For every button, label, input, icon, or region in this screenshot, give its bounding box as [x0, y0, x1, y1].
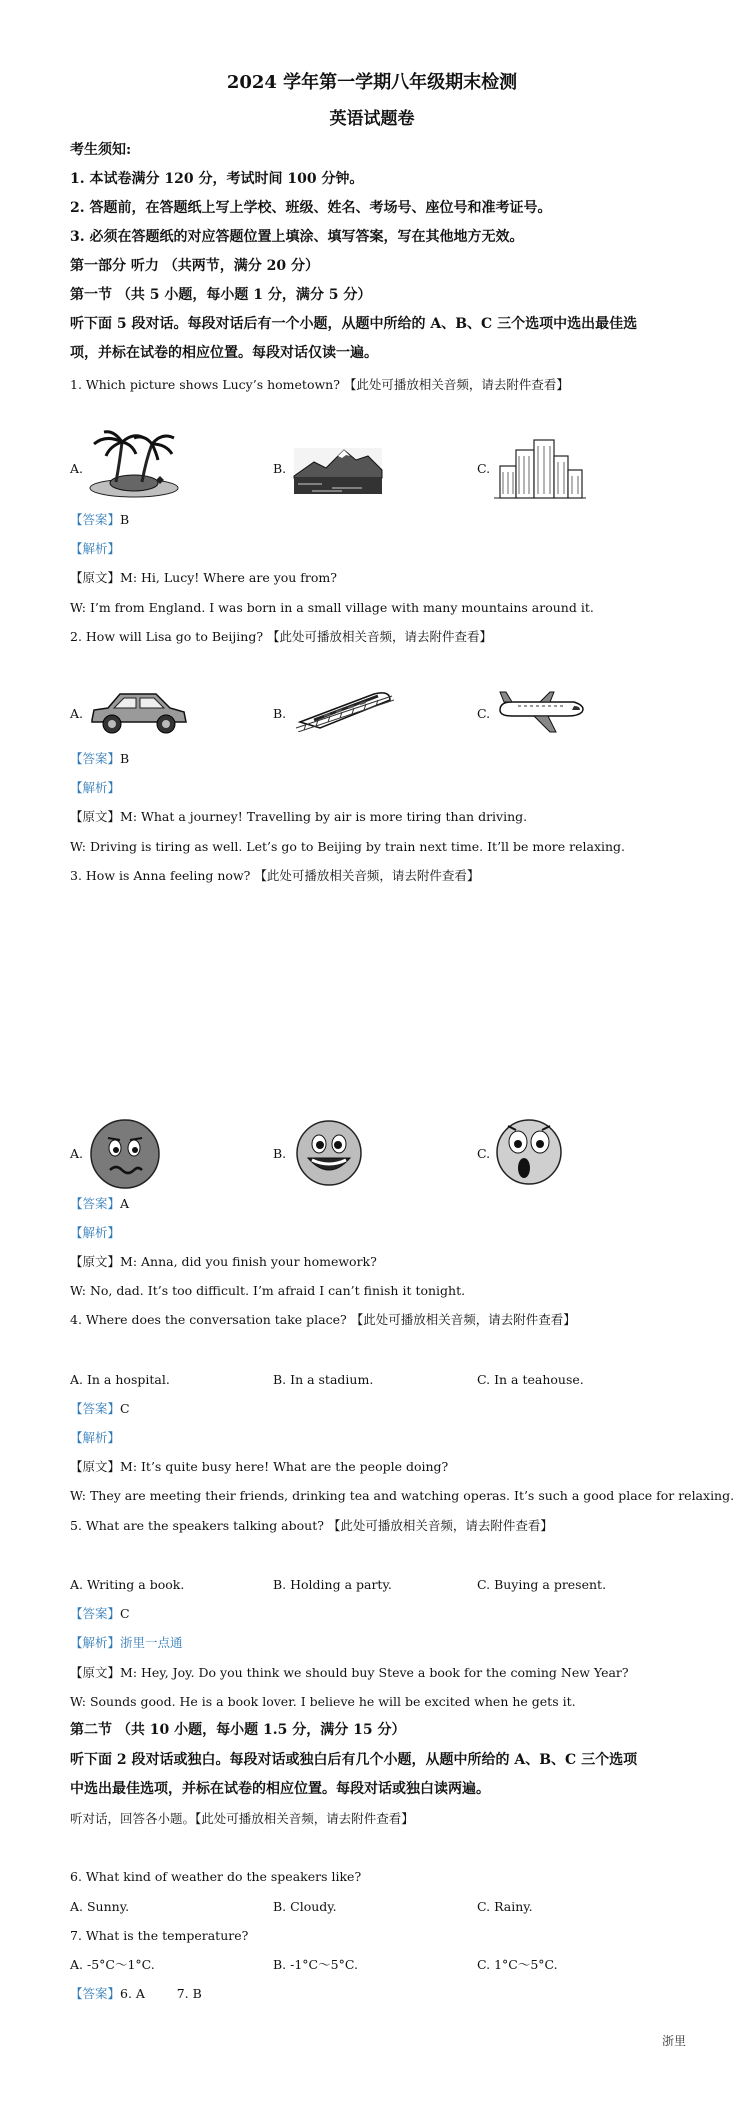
transcript-line: W: They are meeting their friends, drinking tea and watching operas. It’s such a good place for relaxing.	[70, 1488, 735, 1503]
transcript-line: 【原文】M: Hi, Lucy! Where are you from?	[70, 570, 337, 585]
mountain-lake-image	[292, 444, 384, 496]
transcript-line: W: Sounds good. He is a book lover. I believe he will be excited when he gets it.	[70, 1694, 576, 1709]
worried-face-image	[88, 1118, 162, 1190]
city-buildings-image	[494, 436, 586, 500]
notice-item: 1. 本试卷满分 120 分，考试时间 100 分钟。	[70, 171, 364, 187]
answer-label: 【答案】	[70, 512, 121, 527]
train-image	[294, 688, 394, 732]
section2-heading: 第二节 （共 10 小题，每小题 1.5 分，满分 15 分）	[70, 1722, 406, 1738]
original-label: 【原文】	[70, 1459, 121, 1474]
question-4: 4. Where does the conversation take place? 【此处可播放相关音频，请去附件查看】	[70, 1312, 576, 1327]
analysis-label: 【解析】	[70, 1225, 121, 1240]
option-a-label: A.	[70, 461, 84, 476]
happy-face-image	[294, 1118, 364, 1188]
section1-heading: 第一节 （共 5 小题，每小题 1 分，满分 5 分）	[70, 287, 372, 303]
option-b: B. Cloudy.	[273, 1899, 337, 1914]
exam-subtitle: 英语试题卷	[329, 109, 415, 129]
answer-row	[70, 1986, 202, 2002]
option-b: B. In a stadium.	[273, 1372, 374, 1387]
answer-row	[70, 1401, 130, 1417]
section2-instructions: 听下面 2 段对话或独白。每段对话或独白后有几个小题，从题中所给的 A、B、C 三个选项	[70, 1752, 638, 1768]
answer-row	[70, 751, 129, 767]
option-a-label: A.	[70, 1146, 84, 1161]
analysis-row	[70, 1430, 120, 1446]
option-b: B. Holding a party.	[273, 1577, 392, 1592]
airplane-image	[494, 688, 588, 736]
island-palm-image	[86, 430, 182, 500]
part1-heading: 第一部分 听力 （共两节，满分 20 分）	[70, 258, 319, 274]
option-a: A. In a hospital.	[70, 1372, 170, 1387]
analysis-row	[70, 1635, 183, 1651]
option-a: A. Writing a book.	[70, 1577, 185, 1592]
option-a: A. -5°C～1°C.	[70, 1957, 155, 1972]
option-c: C. 1°C～5°C.	[477, 1957, 558, 1972]
answer-label: 【答案】	[70, 1401, 121, 1416]
transcript-line: 【原文】M: Hey, Joy. Do you think we should buy Steve a book for the coming New Year?	[70, 1665, 629, 1680]
question-7: 7. What is the temperature?	[70, 1928, 249, 1943]
answer-value: 6. A 7. B	[120, 1986, 202, 2001]
answer-label: 【答案】	[70, 751, 121, 766]
answer-value: C	[120, 1606, 130, 1621]
answer-value: A	[120, 1196, 130, 1211]
answer-label: 【答案】	[70, 1196, 121, 1211]
analysis-row	[70, 541, 120, 557]
notice-item: 3. 必须在答题纸的对应答题位置上填涂、填写答案，写在其他地方无效。	[70, 229, 524, 245]
question-6: 6. What kind of weather do the speakers like?	[70, 1869, 362, 1884]
car-image	[86, 686, 190, 736]
section2-instructions: 中选出最佳选项，并标在试卷的相应位置。每段对话或独白读两遍。	[70, 1781, 490, 1797]
option-c: C. Rainy.	[477, 1899, 533, 1914]
listen-prompt: 听对话，回答各小题。【此处可播放相关音频，请去附件查看】	[70, 1811, 414, 1826]
answer-row	[70, 1196, 129, 1212]
notice-item: 2. 答题前，在答题纸上写上学校、班级、姓名、考场号、座位号和准考证号。	[70, 200, 552, 216]
transcript-line: 【原文】M: It’s quite busy here! What are the people doing?	[70, 1459, 449, 1474]
option-b-label: B.	[273, 706, 287, 721]
exam-title: 2024 学年第一学期八年级期末检测	[226, 72, 518, 93]
answer-label: 【答案】	[70, 1986, 121, 2001]
question-1: 1. Which picture shows Lucy’s hometown? 【此处可播放相关音频，请去附件查看】	[70, 377, 569, 392]
notice-heading: 考生须知:	[70, 142, 132, 158]
answer-value: B	[120, 751, 130, 766]
option-c: C. In a teahouse.	[477, 1372, 584, 1387]
answer-row	[70, 512, 129, 528]
original-label: 【原文】	[70, 1665, 121, 1680]
analysis-label: 【解析】	[70, 541, 121, 556]
original-label: 【原文】	[70, 1254, 121, 1269]
analysis-row	[70, 780, 120, 796]
analysis-extra: 浙里一点通	[120, 1635, 183, 1650]
surprised-face-image	[494, 1116, 564, 1188]
question-3: 3. How is Anna feeling now? 【此处可播放相关音频，请去附件查看】	[70, 868, 480, 883]
option-c: C. Buying a present.	[477, 1577, 607, 1592]
option-b-label: B.	[273, 461, 287, 476]
section1-instructions: 听下面 5 段对话。每段对话后有一个小题，从题中所给的 A、B、C 三个选项中选出最佳选	[70, 316, 638, 332]
analysis-row	[70, 1225, 120, 1241]
transcript-line: W: Driving is tiring as well. Let’s go to Beijing by train next time. It’ll be more relaxing.	[70, 839, 626, 854]
original-label: 【原文】	[70, 570, 121, 585]
answer-value: B	[120, 512, 130, 527]
analysis-label: 【解析】	[70, 780, 121, 795]
option-c-label: C.	[477, 461, 491, 476]
analysis-label: 【解析】	[70, 1430, 121, 1445]
answer-label: 【答案】	[70, 1606, 121, 1621]
option-b: B. -1°C～5°C.	[273, 1957, 358, 1972]
option-a: A. Sunny.	[70, 1899, 130, 1914]
transcript-line: 【原文】M: What a journey! Travelling by air is more tiring than driving.	[70, 809, 528, 824]
question-2: 2. How will Lisa go to Beijing? 【此处可播放相关音频，请去附件查看】	[70, 629, 493, 644]
answer-value: C	[120, 1401, 130, 1416]
option-b-label: B.	[273, 1146, 287, 1161]
original-label: 【原文】	[70, 809, 121, 824]
transcript-line: W: No, dad. It’s too difficult. I’m afraid I can’t finish it tonight.	[70, 1283, 466, 1298]
transcript-line: W: I’m from England. I was born in a small village with many mountains around it.	[70, 600, 594, 615]
question-5: 5. What are the speakers talking about? 【此处可播放相关音频，请去附件查看】	[70, 1518, 553, 1533]
page-footer: 浙里	[661, 2034, 686, 2048]
option-c-label: C.	[477, 1146, 491, 1161]
section1-instructions: 项，并标在试卷的相应位置。每段对话仅读一遍。	[70, 345, 378, 361]
option-c-label: C.	[477, 706, 491, 721]
option-a-label: A.	[70, 706, 84, 721]
transcript-line: 【原文】M: Anna, did you finish your homework?	[70, 1254, 377, 1269]
analysis-label: 【解析】	[70, 1635, 121, 1650]
answer-row	[70, 1606, 130, 1622]
